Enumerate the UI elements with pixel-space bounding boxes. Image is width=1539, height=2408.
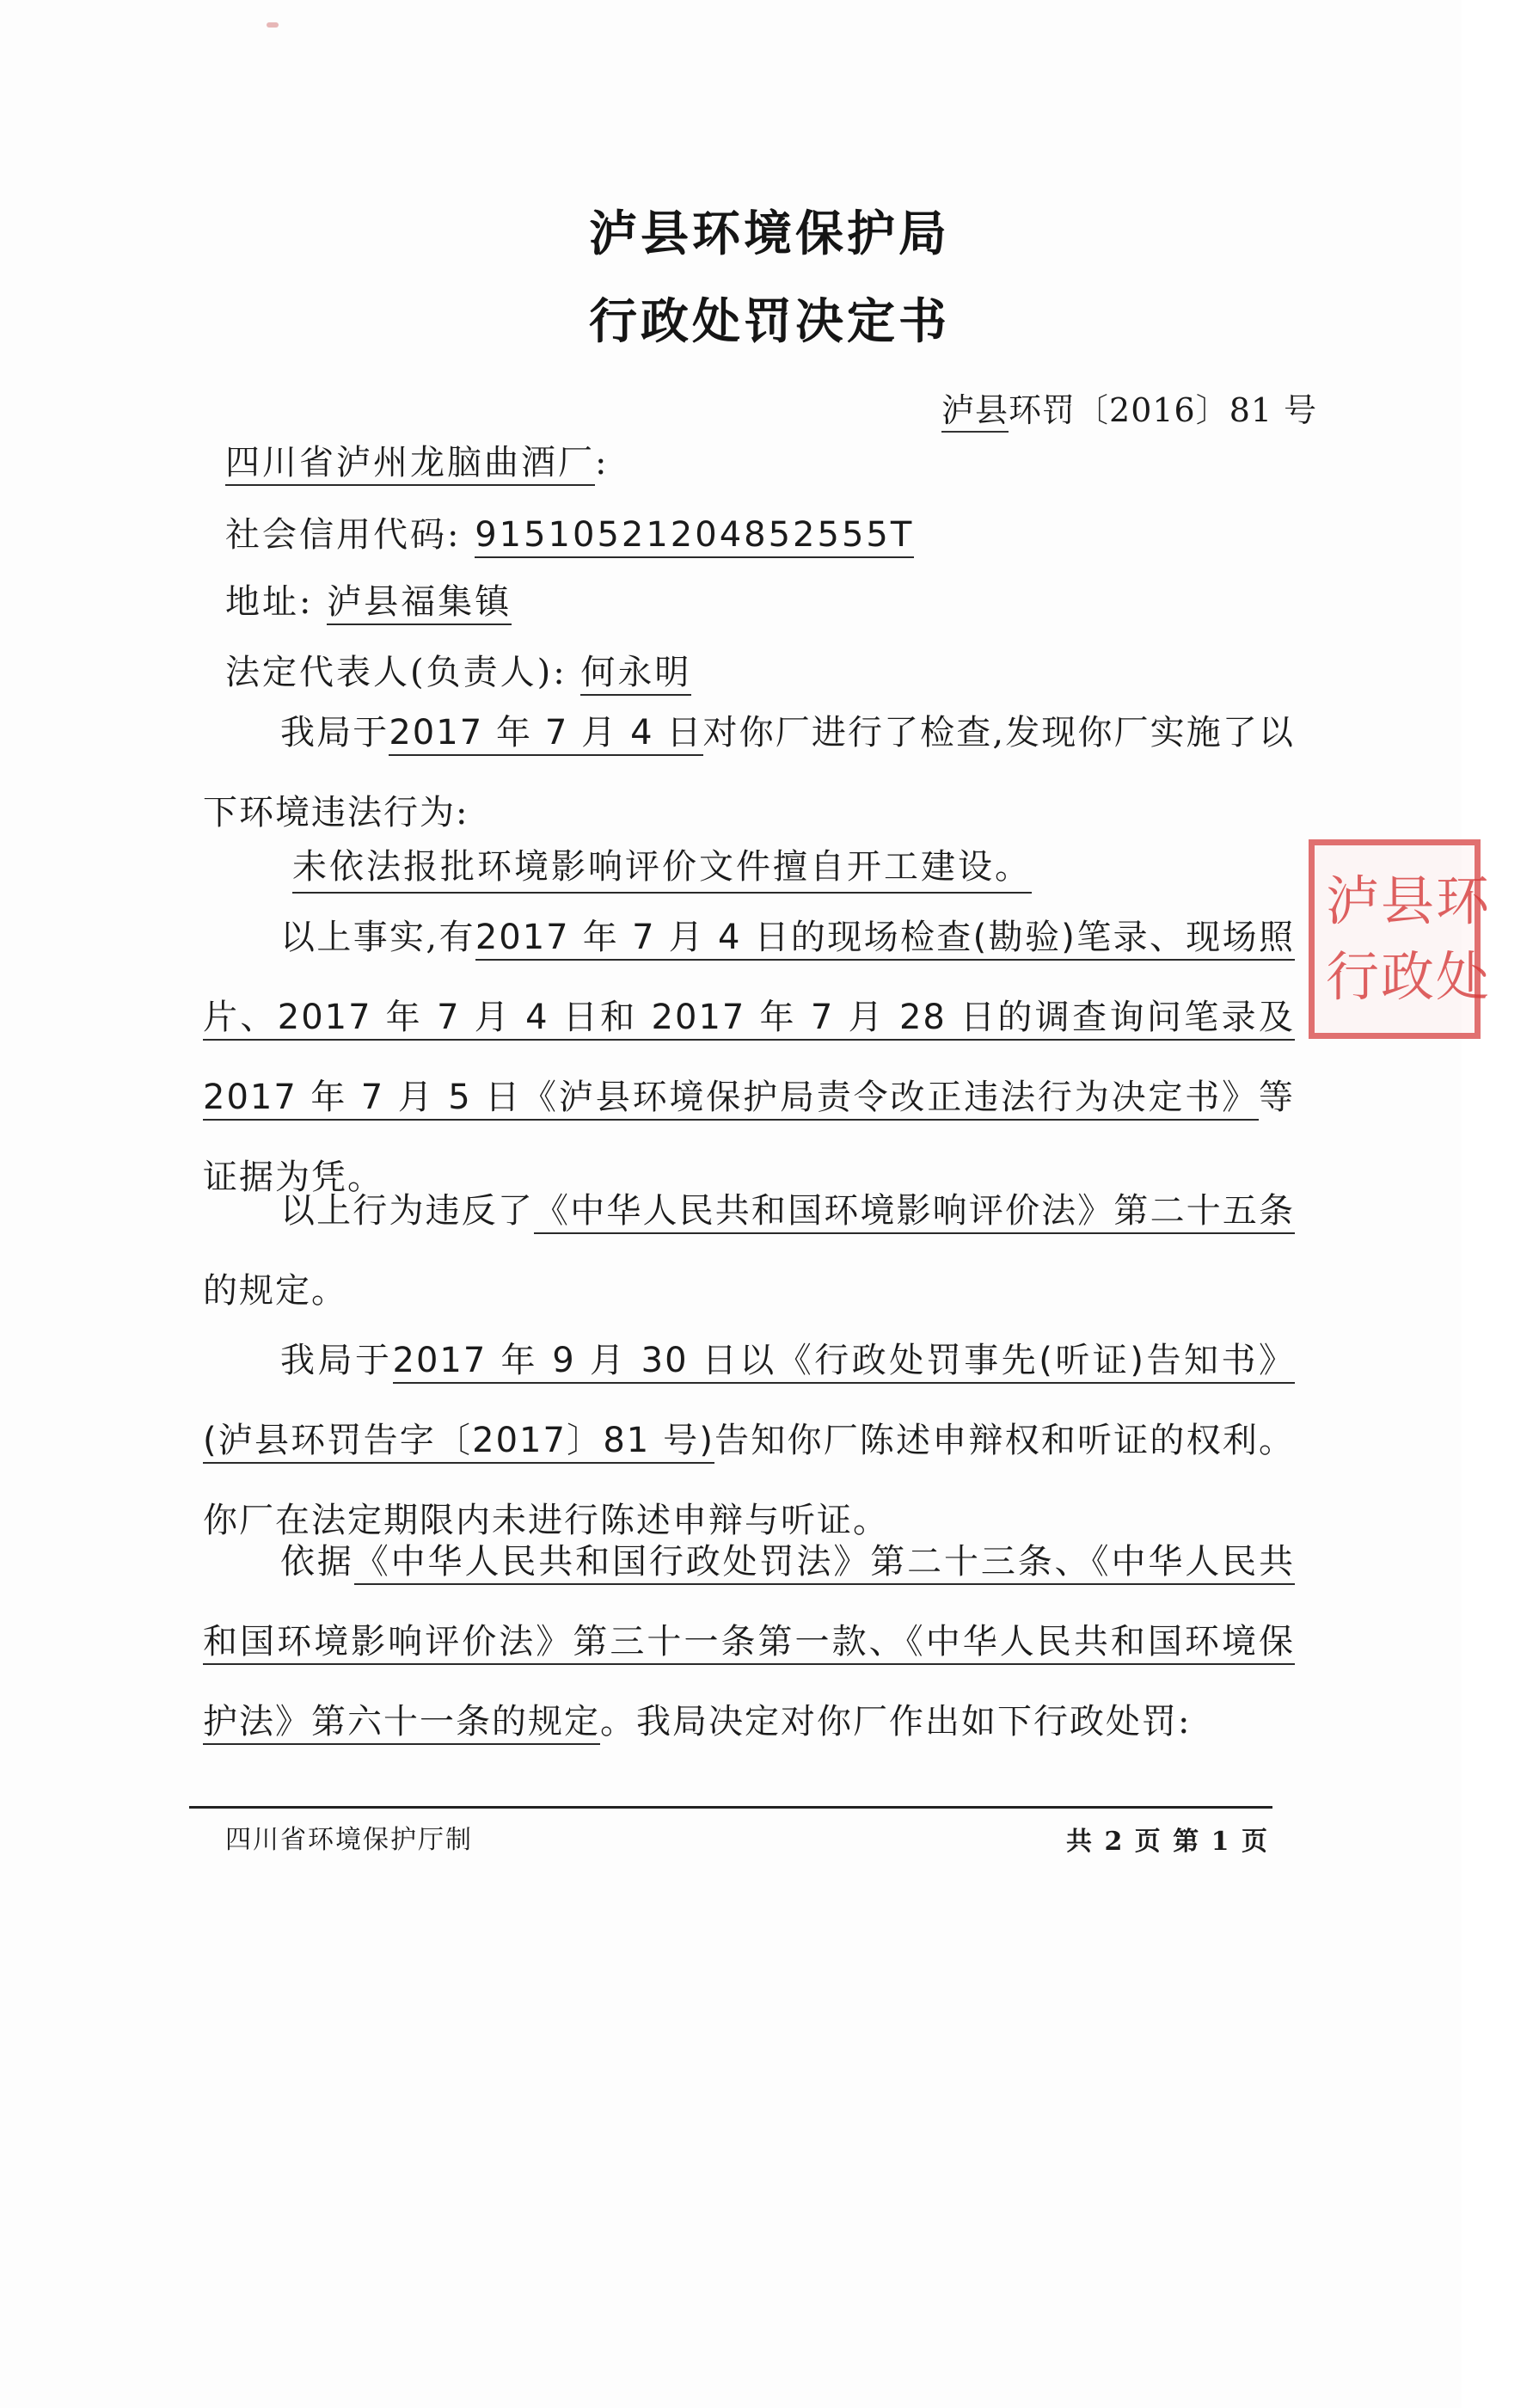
p2-tail: 等证据为凭。	[203, 1078, 1295, 1197]
p3-tail: 的规定。	[203, 1271, 347, 1311]
p4-tail: 告知你厂陈述申辩权和听证的权利。你厂在法定期限内未进行陈述申辩与听证。	[203, 1421, 1296, 1540]
agency-title: 泸县环境保护局	[589, 206, 950, 262]
p3-lead: 以上行为违反了	[280, 1191, 535, 1231]
official-seal-stamp	[1297, 834, 1492, 1046]
paragraph-evidence	[203, 898, 1295, 1218]
representative-label: 法定代表人(负责人):	[225, 653, 567, 692]
recipient-name-line	[225, 435, 609, 484]
p1-lead: 我局于	[280, 713, 389, 752]
legal-basis: 《中华人民共和国行政处罚法》第二十三条、《中华人民共和国环境影响评价法》第三十一条第一款、《中华人民共和国环境保护法》第六十一条的规定	[203, 1542, 1295, 1745]
paragraph-legal-basis	[203, 1522, 1295, 1762]
seal-text-line-2: 行政处	[1326, 945, 1492, 1008]
p5-lead: 依据	[280, 1542, 354, 1582]
violated-law: 《中华人民共和国环境影响评价法》第二十五条	[534, 1191, 1295, 1234]
scan-smudge	[267, 22, 279, 28]
credit-code-value: 91510521204852555T	[475, 515, 914, 558]
document-number	[941, 384, 1317, 431]
document-number-rest: 环罚〔2016〕81 号	[1009, 391, 1318, 429]
recipient-name-suffix: :	[595, 443, 610, 482]
address-label: 地址:	[225, 582, 314, 622]
document-number-prefix: 泸县	[941, 391, 1009, 433]
p2-lead: 以上事实,有	[280, 918, 475, 957]
recipient-name: 四川省泸州龙脑曲酒厂	[225, 443, 595, 486]
inspection-date: 2017 年 7 月 4 日	[389, 713, 702, 756]
credit-code-line	[225, 507, 914, 556]
p1-tail: 对你厂进行了检查,发现你厂实施了以下环境违法行为:	[203, 713, 1296, 832]
hearing-notice: 2017 年 9 月 30 日以《行政处罚事先(听证)告知书》(泸县环罚告字〔2017〕81 号)	[203, 1341, 1295, 1464]
paragraph-inspection	[203, 693, 1295, 853]
footer-pagination: 共 2 页 第 1 页	[1066, 1827, 1269, 1857]
p5-tail: 。我局决定对你厂作出如下行政处罚:	[600, 1702, 1192, 1742]
representative-value: 何永明	[580, 653, 691, 696]
paragraph-violated-law	[203, 1171, 1295, 1331]
representative-line	[225, 645, 691, 694]
document-type-title: 行政处罚决定书	[589, 294, 950, 350]
p4-lead: 我局于	[280, 1341, 393, 1380]
seal-text-line-1: 泸县环	[1326, 869, 1492, 932]
evidence-list: 2017 年 7 月 4 日的现场检查(勘验)笔录、现场照片、2017 年 7 月 4 日和 2017 年 7 月 28 日的调查询问笔录及 2017 年 7 月 5 日《泸县环境保护局责令改正违法行为决定书》	[203, 918, 1295, 1121]
address-line	[225, 574, 512, 624]
address-value: 泸县福集镇	[327, 582, 512, 625]
footer-divider	[189, 1806, 1272, 1809]
violation-statement: 未依法报批环境影响评价文件擅自开工建设。	[292, 839, 1032, 894]
footer-issuer: 四川省环境保护厅制	[225, 1825, 473, 1855]
credit-code-label: 社会信用代码:	[225, 515, 462, 555]
